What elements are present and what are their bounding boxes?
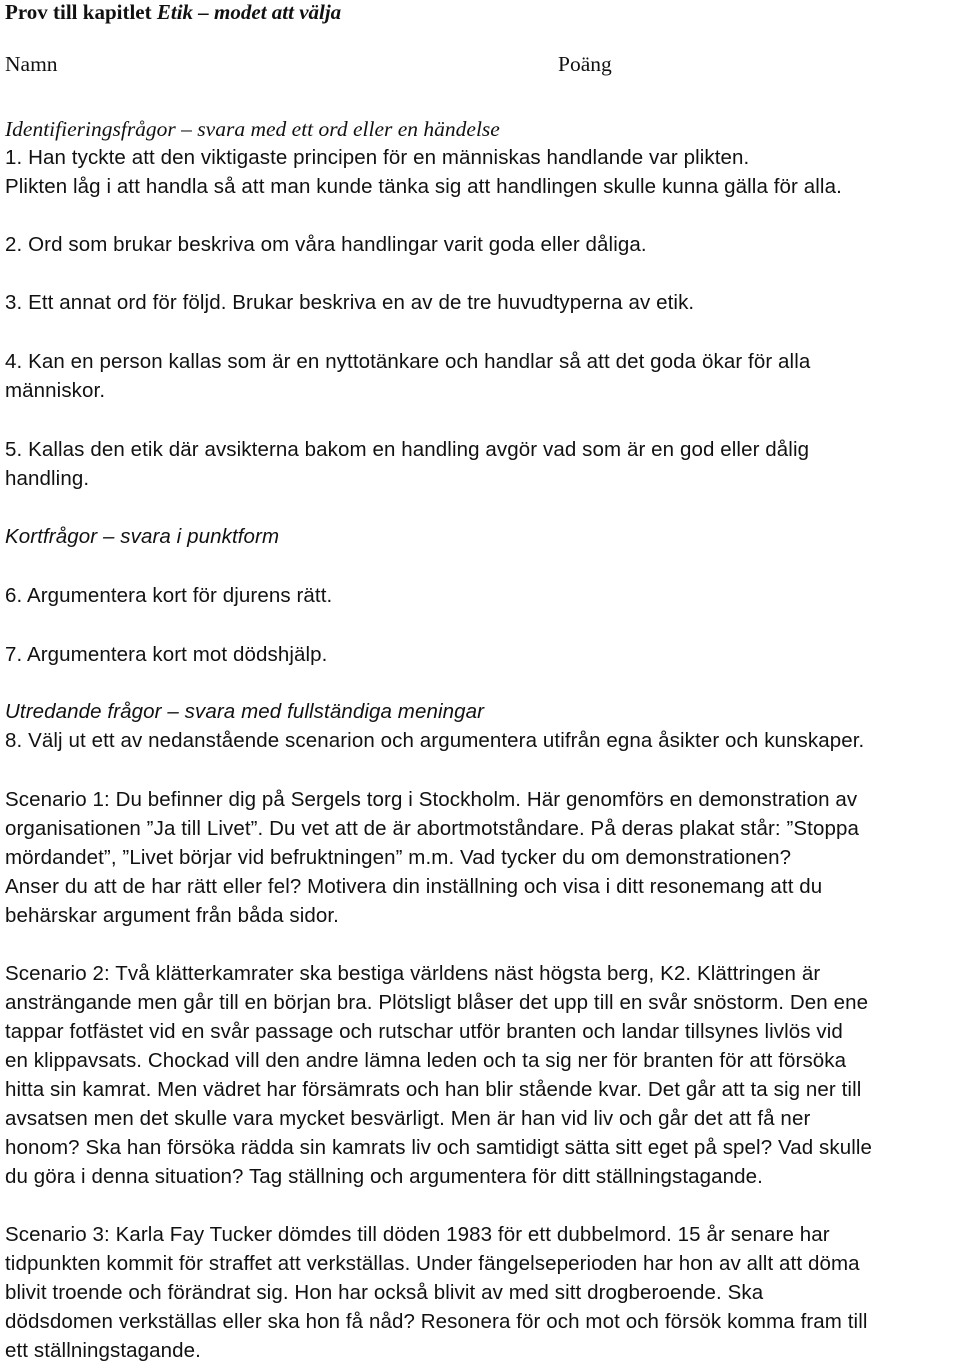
- question-6: 6. Argumentera kort för djurens rätt.: [5, 584, 333, 607]
- scenario-3-line: tidpunkten kommit för straffet att verkställas. Under fängelseperioden har hon av allt att döma: [5, 1252, 860, 1275]
- question-3: 3. Ett annat ord för följd. Brukar beskriva en av de tre huvudtyperna av etik.: [5, 291, 695, 314]
- points-label: Poäng: [558, 52, 612, 76]
- question-8: 8. Välj ut ett av nedanstående scenarion och argumentera utifrån egna åsikter och kunskaper.: [5, 729, 865, 752]
- scenario-2-line: avsatsen men det skulle vara mycket besvärligt. Men är han vid liv och går det att få ner: [5, 1107, 811, 1130]
- scenario-3-line: ett ställningstagande.: [5, 1339, 201, 1362]
- scenario-2-line: tappar fotfästet vid en svår passage och rutschar utför branten och landar tillsynes livlös vid: [5, 1020, 843, 1043]
- scenario-3-line: Scenario 3: Karla Fay Tucker dömdes till döden 1983 för ett dubbelmord. 15 år senare har: [5, 1223, 830, 1246]
- title-italic: Etik – modet att välja: [156, 0, 342, 24]
- scenario-2-line: hitta sin kamrat. Men vädret har försämrats och han blir stående kvar. Det går att ta sig ner till: [5, 1078, 862, 1101]
- name-label: Namn: [5, 52, 58, 76]
- name-points-row: [5, 50, 612, 79]
- scenario-2-line: Scenario 2: Två klätterkamrater ska bestiga världens näst högsta berg, K2. Klättringen är: [5, 962, 821, 985]
- scenario-1-line: mördandet”, ”Livet börjar vid befruktningen” m.m. Vad tycker du om demonstrationen?: [5, 846, 792, 869]
- question-2: 2. Ord som brukar beskriva om våra handlingar varit goda eller dåliga.: [5, 233, 647, 256]
- section-essay-heading: Utredande frågor – svara med fullständiga meningar: [5, 700, 485, 723]
- title-prefix: Prov till kapitlet: [5, 0, 157, 24]
- question-7: 7. Argumentera kort mot dödshjälp.: [5, 643, 328, 666]
- scenario-2-line: ansträngande men går till en början bra. Plötsligt blåser det upp till en svår snöstorm. Den ene: [5, 991, 869, 1014]
- scenario-1-line: organisationen ”Ja till Livet”. Du vet att de är abortmotståndare. På deras plakat står: ”Stoppa: [5, 817, 859, 840]
- scenario-1-line: Anser du att de har rätt eller fel? Motivera din inställning och visa i ditt resonemang att du: [5, 875, 823, 898]
- scenario-2-line: du göra i denna situation? Tag ställning och argumentera för ditt ställningstagande.: [5, 1165, 763, 1188]
- scenario-1-line: behärskar argument från båda sidor.: [5, 904, 339, 927]
- question-5-line-2: handling.: [5, 467, 90, 490]
- scenario-3-line: dödsdomen verkställas eller ska hon få nåd? Resonera för och mot och försök komma fram till: [5, 1310, 868, 1333]
- scenario-2-line: honom? Ska han försöka rädda sin kamrats liv och samtidigt sätta sitt eget på spel? Vad skulle: [5, 1136, 873, 1159]
- question-5-line-1: 5. Kallas den etik där avsikterna bakom en handling avgör vad som är en god eller dålig: [5, 438, 810, 461]
- question-4-line-2: människor.: [5, 379, 106, 402]
- scenario-3-line: blivit troende och förändrat sig. Hon har också blivit av med sitt drogberoende. Ska: [5, 1281, 764, 1304]
- question-1-line-2: Plikten låg i att handla så att man kunde tänka sig att handlingen skulle kunna gälla för alla.: [5, 175, 842, 198]
- question-4-line-1: 4. Kan en person kallas som är en nyttotänkare och handlar så att det goda ökar för alla: [5, 350, 811, 373]
- section-identification-heading: Identifieringsfrågor – svara med ett ord eller en händelse: [5, 117, 500, 141]
- exam-title: [5, 0, 341, 27]
- question-1-line-1: 1. Han tyckte att den viktigaste principen för en människas handlande var plikten.: [5, 146, 750, 169]
- scenario-1-line: Scenario 1: Du befinner dig på Sergels torg i Stockholm. Här genomförs en demonstration av: [5, 788, 858, 811]
- scenario-2-line: en klippavsats. Chockad vill den andre lämna leden och ta sig ner för branten för att försöka: [5, 1049, 847, 1072]
- section-short-questions-heading: Kortfrågor – svara i punktform: [5, 525, 280, 548]
